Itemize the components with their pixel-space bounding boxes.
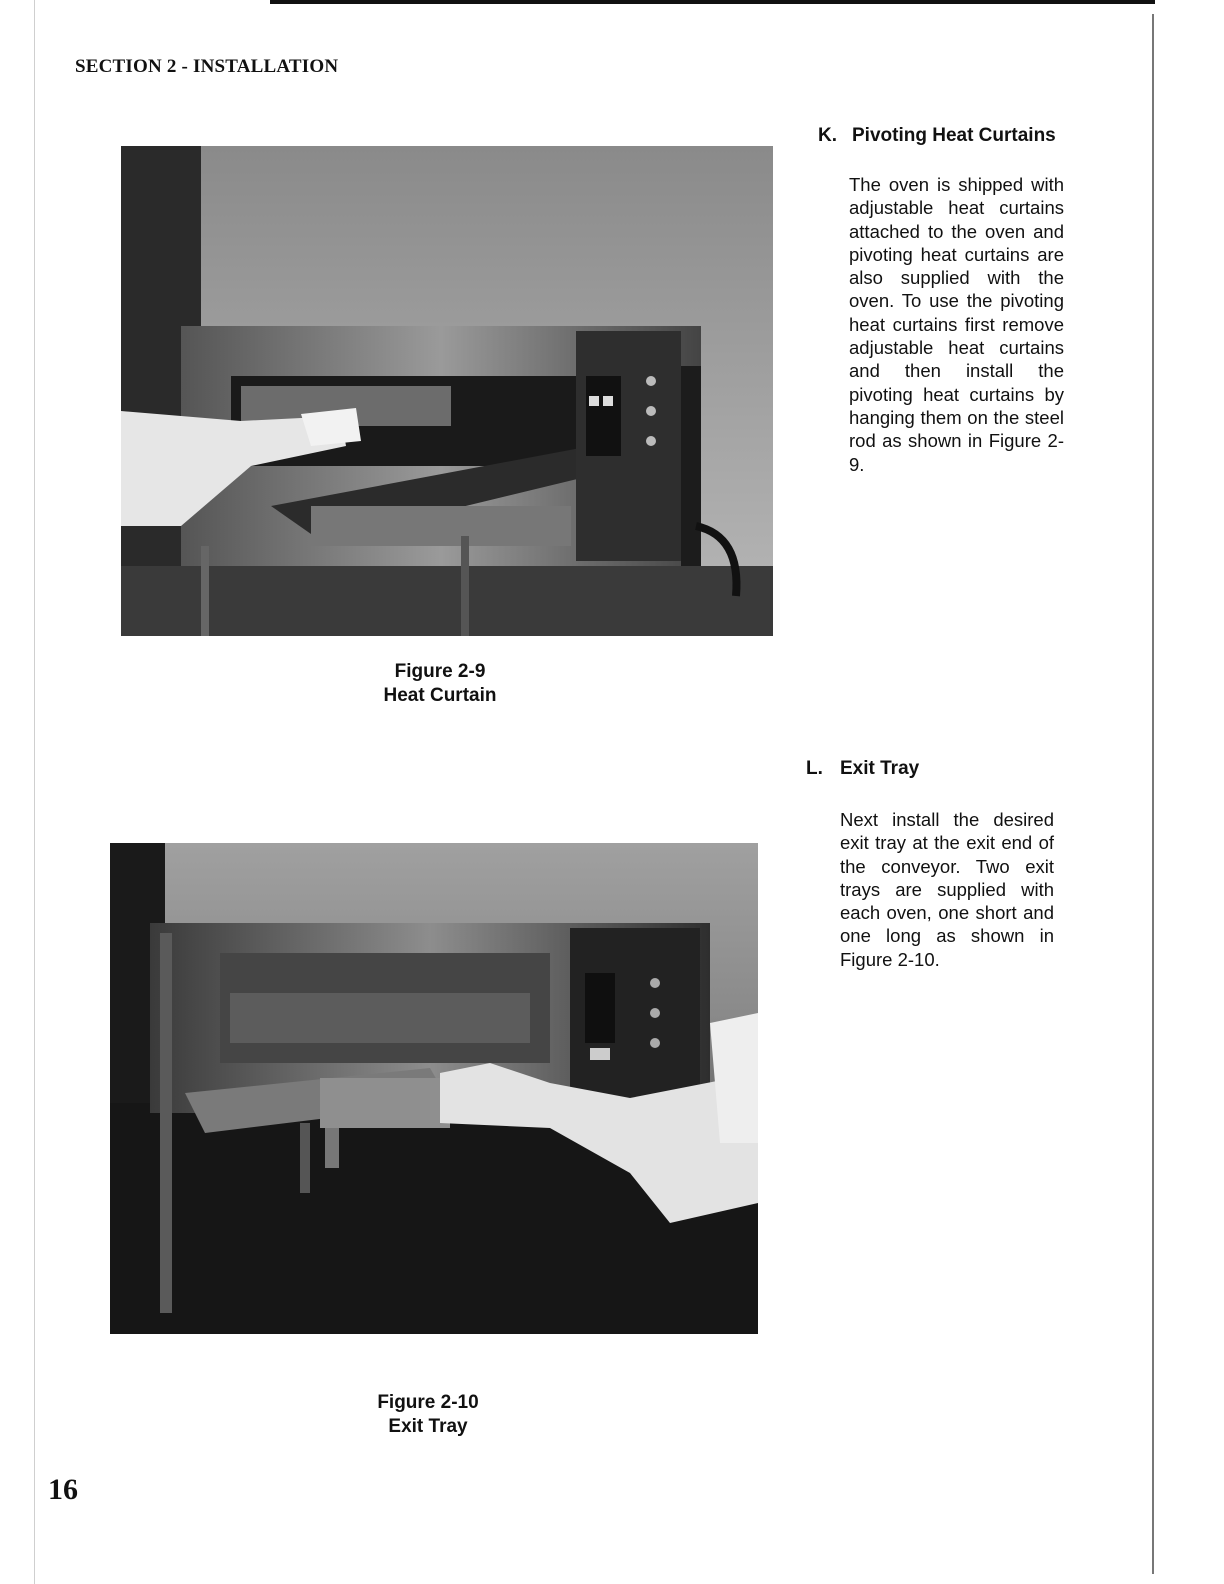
section-title: Pivoting Heat Curtains — [852, 125, 1056, 146]
figure-number: Figure 2-10 — [377, 1392, 479, 1413]
section-k-body: The oven is shipped with adjustable heat curtains attached to the oven and pivoting heat curtains are also supplied with the oven. To use the pivoting heat curtains first remove adjustable heat curtains and then install the pivoting heat curtains by hanging them on the steel rod as shown in Figure 2-9. — [849, 174, 1064, 475]
section-l-body: Next install the desired exit tray at the exit end of the conveyor. Two exit trays are supplied with each oven, one short and one long as shown in Figure 2-10. — [840, 809, 1054, 970]
figure-number: Figure 2-9 — [394, 661, 486, 682]
section-header: SECTION 2 - INSTALLATION — [75, 56, 339, 77]
top-rule — [270, 0, 1155, 4]
section-l-heading — [806, 758, 919, 780]
page-number: 16 — [48, 1473, 78, 1506]
section-k-heading — [818, 125, 1056, 147]
figure-2-10-photo — [110, 843, 758, 1334]
figure-title: Heat Curtain — [383, 685, 497, 706]
figure-2-9-caption — [340, 660, 540, 708]
left-margin-rule — [34, 0, 35, 1584]
section-letter: K. — [818, 125, 837, 146]
figure-2-9-photo — [121, 146, 773, 636]
section-letter: L. — [806, 758, 823, 779]
section-title: Exit Tray — [840, 758, 920, 779]
figure-title: Exit Tray — [388, 1416, 468, 1437]
figure-2-10-caption — [328, 1391, 528, 1439]
right-margin-rule — [1152, 14, 1154, 1574]
